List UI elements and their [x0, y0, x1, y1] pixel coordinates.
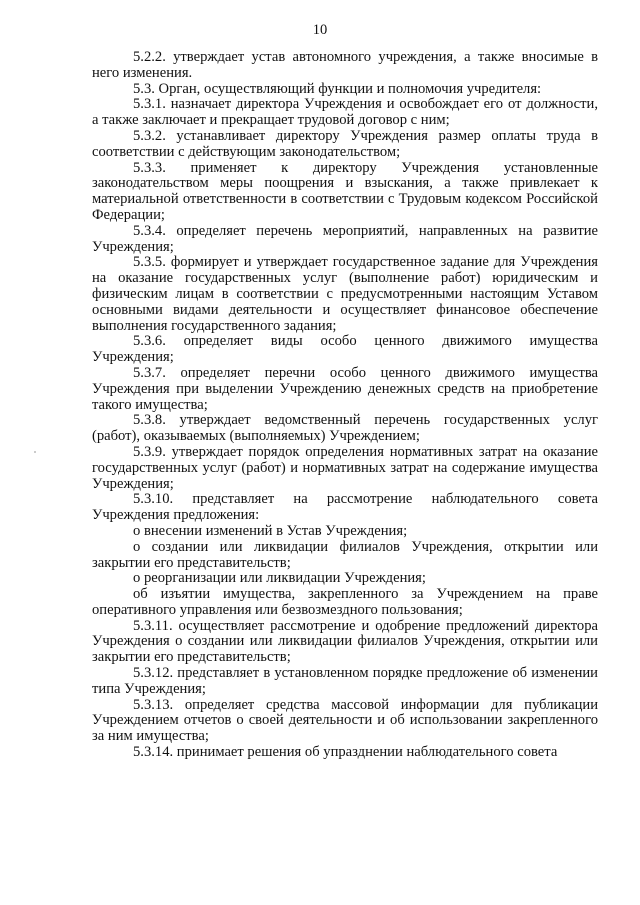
paragraph-5-3-2: 5.3.2. устанавливает директору Учреждения размер оплаты труда в соответствии с действующим законодательством;	[92, 127, 598, 160]
paragraph-5-3-5: 5.3.5. формирует и утверждает государственное задание для Учреждения на оказание государственных услуг (выполнение работ) юридическим и физическим лицам в соответствии с предусмотренными настоящим Уставом основными видами деятельности и осуществляет финансовое обеспечение выполнения государственного задания;	[92, 254, 598, 334]
paragraph-5-2-2: 5.2.2. утверждает устав автономного учреждения, а также вносимые в него изменения.	[92, 49, 598, 81]
paragraph-5-3-7: 5.3.7. определяет перечни особо ценного движимого имущества Учреждения при выделении Учреждению денежных средств на приобретение такого имущества;	[92, 364, 598, 413]
paragraph-5-3-4: 5.3.4. определяет перечень мероприятий, направленных на развитие Учреждения;	[92, 222, 598, 255]
paragraph-5-3-13: 5.3.13. определяет средства массовой информации для публикации Учреждением отчетов о своей деятельности и об использовании закрепленного за ним имущества;	[92, 696, 598, 745]
page-number: 10	[312, 22, 328, 38]
paragraph-5-3-10: 5.3.10. представляет на рассмотрение наблюдательного совета Учреждения предложения:	[92, 491, 598, 524]
paragraph-5-3-11: 5.3.11. осуществляет рассмотрение и одобрение предложений директора Учреждения о создании или ликвидации филиалов Учреждения, открытии или закрытии его представительств;	[92, 617, 598, 666]
paragraph-5-3-9: 5.3.9. утверждает порядок определения нормативных затрат на оказание государственных услуг (работ) и нормативных затрат на содержание имущества Учреждения;	[92, 443, 598, 492]
list-item-reorganization: о реорганизации или ликвидации Учреждения;	[133, 570, 426, 587]
paragraph-5-3-12: 5.3.12. представляет в установленном порядке предложение об изменении типа Учреждения;	[92, 665, 598, 697]
paragraph-5-3-8: 5.3.8. утверждает ведомственный перечень государственных услуг (работ), оказываемых (выполняемых) Учреждением;	[92, 412, 598, 445]
list-item-ustav-changes: о внесении изменений в Устав Учреждения;	[133, 522, 408, 539]
document-body	[92, 50, 598, 761]
paragraph-5-3-14: 5.3.14. принимает решения об упразднении наблюдательного совета	[133, 744, 558, 761]
scan-speck	[34, 451, 36, 453]
list-item-property-seizure: об изъятии имущества, закрепленного за Учреждением на праве оперативного управления или безвозмездного пользования;	[92, 586, 598, 618]
paragraph-5-3-3: 5.3.3. применяет к директору Учреждения установленные законодательством меры поощрения и взыскания, а также привлекает к материальной ответственности в соответствии с Трудовым кодексом Российской Федерации;	[92, 159, 598, 223]
paragraph-5-3: 5.3. Орган, осуществляющий функции и полномочия учредителя:	[133, 80, 542, 97]
paragraph-5-3-6: 5.3.6. определяет виды особо ценного движимого имущества Учреждения;	[92, 333, 598, 366]
list-item-branches: о создании или ликвидации филиалов Учреждения, открытии или закрытии его представительств;	[92, 538, 598, 571]
paragraph-5-3-1: 5.3.1. назначает директора Учреждения и освобождает его от должности, а также заключает и прекращает трудовой договор с ним;	[92, 96, 598, 129]
